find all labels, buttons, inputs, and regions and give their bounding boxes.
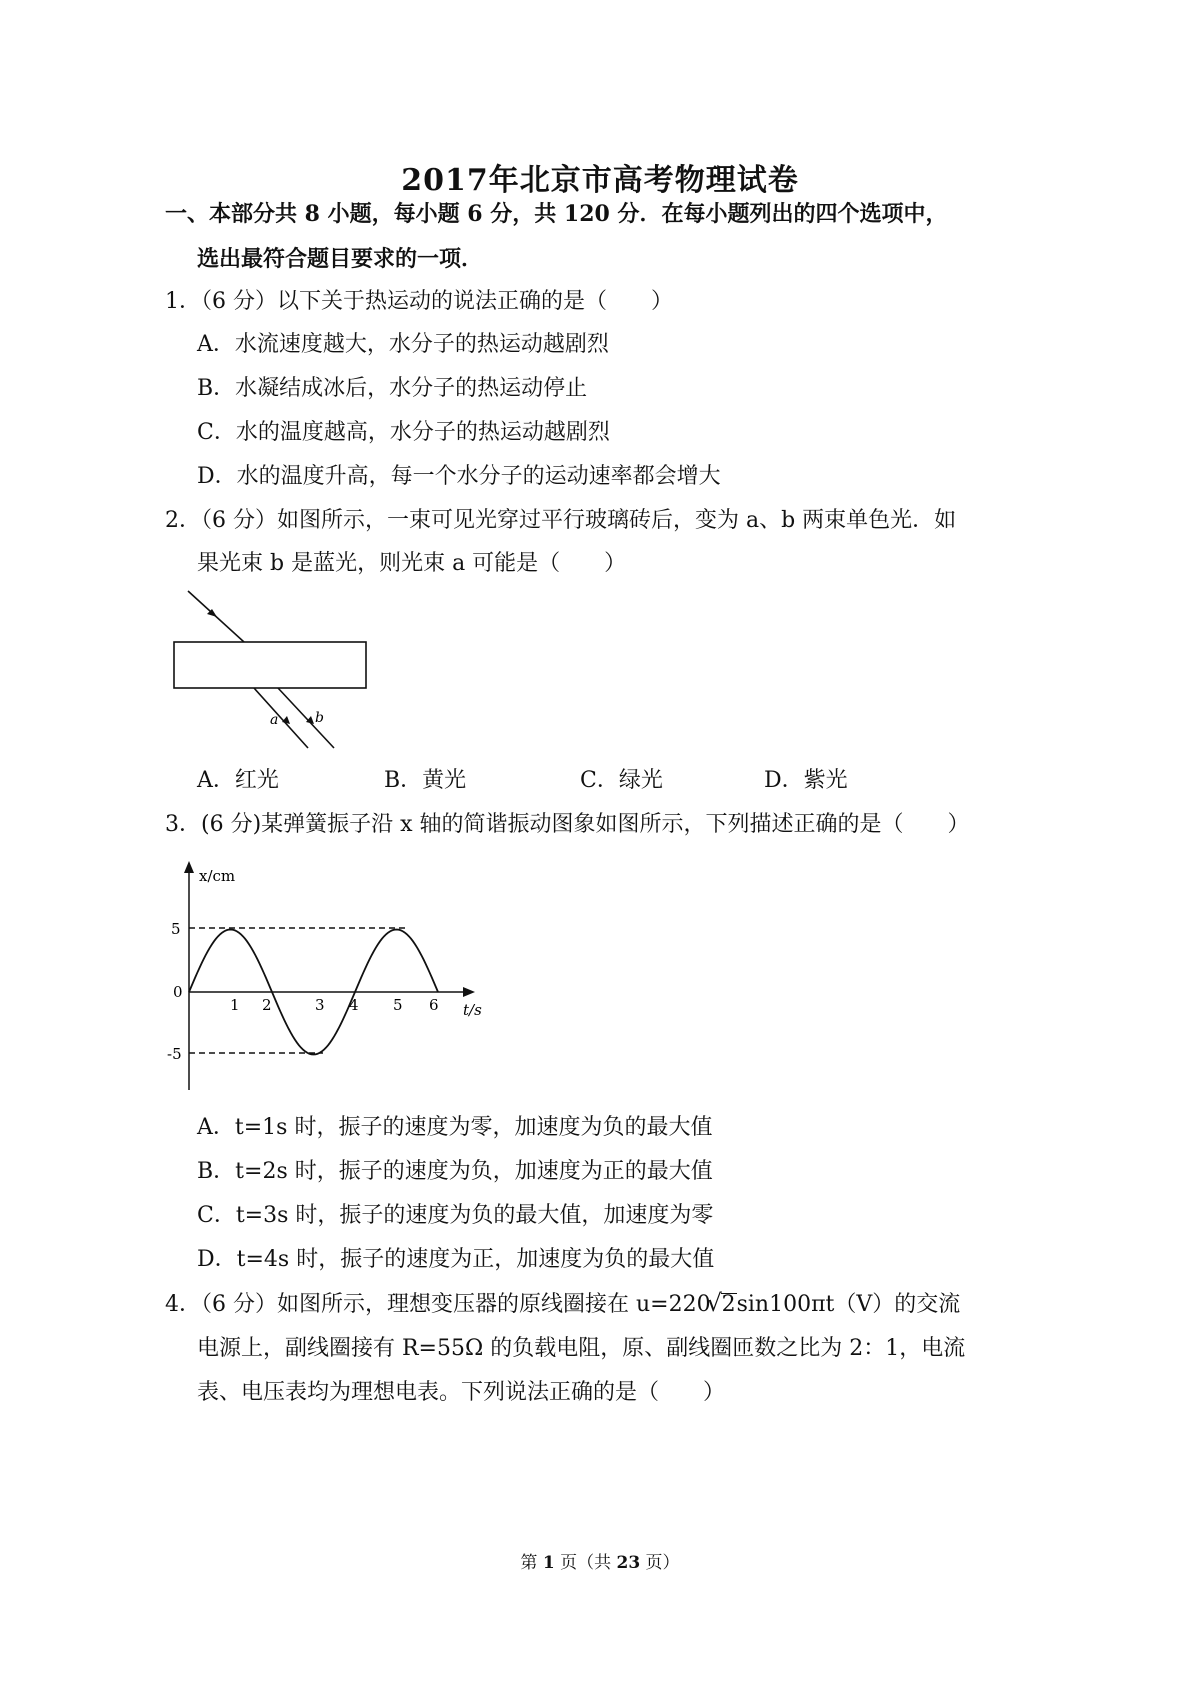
footer-total-pages: 23 (616, 1553, 641, 1573)
x-tick-5: 5 (393, 996, 403, 1014)
y-axis-label: x/cm (199, 867, 236, 885)
q3-option-d: D．t=4s 时，振子的速度为正，加速度为负的最大值 (197, 1247, 715, 1272)
section-heading-line2: 选出最符合题目要求的一项． (197, 246, 484, 272)
ray-a (254, 688, 308, 748)
y-axis-arrow (184, 861, 194, 873)
x-tick-4: 4 (349, 996, 359, 1014)
page-title: 2017年北京市高考物理试卷 (401, 163, 799, 198)
x-axis-label: t/s (463, 1001, 482, 1019)
page-footer (0, 1548, 1200, 1573)
glass-brick-figure (160, 585, 380, 760)
q4-stem-part2: sin100πt（V）的交流 (736, 1292, 961, 1317)
q1-stem: 1．（6 分）以下关于热运动的说法正确的是（ ） (165, 289, 673, 314)
sqrt-radicand: 2 (721, 1292, 736, 1317)
label-b: b (315, 710, 324, 726)
q1-option-b: B．水凝结成冰后，水分子的热运动停止 (197, 376, 588, 401)
section-heading-line1: 一、本部分共 8 小题，每小题 6 分，共 120 分．在每小题列出的四个选项中， (165, 201, 948, 227)
q1-option-d: D．水的温度升高，每一个水分子的运动速率都会增大 (197, 464, 721, 489)
x-axis-arrow (463, 987, 475, 997)
q2-option-a: A．红光 (197, 768, 279, 793)
q1-option-a: A．水流速度越大，水分子的热运动越剧烈 (197, 332, 609, 357)
q2-option-c: C．绿光 (580, 768, 663, 793)
q4-stem-line2: 电源上，副线圈接有 R=55Ω 的负载电阻，原、副线圈匝数之比为 2：1，电流 (197, 1336, 966, 1361)
q4-stem-line3: 表、电压表均为理想电表。下列说法正确的是（ ） (197, 1380, 726, 1405)
x-tick-1: 1 (230, 996, 240, 1014)
q1-option-c: C．水的温度越高，水分子的热运动越剧烈 (197, 420, 610, 445)
q2-stem-line2: 果光束 b 是蓝光，则光束 a 可能是（ ） (197, 551, 627, 576)
q2-stem-line1: 2．（6 分）如图所示，一束可见光穿过平行玻璃砖后，变为 a、b 两束单色光．如 (165, 508, 957, 533)
x-tick-2: 2 (262, 996, 272, 1014)
y-tick-neg5: -5 (167, 1045, 182, 1063)
y-tick-0: 0 (173, 983, 183, 1001)
q3-option-a: A．t=1s 时，振子的速度为零，加速度为负的最大值 (197, 1115, 713, 1140)
sqrt-symbol (711, 1290, 737, 1320)
label-a: a (270, 712, 279, 728)
q3-option-b: B．t=2s 时，振子的速度为负，加速度为正的最大值 (197, 1159, 713, 1184)
q3-option-c: C．t=3s 时，振子的速度为负的最大值，加速度为零 (197, 1203, 714, 1228)
q3-stem: 3．(6 分)某弹簧振子沿 x 轴的简谐振动图象如图所示，下列描述正确的是（ ） (165, 812, 970, 837)
glass-brick (174, 642, 366, 688)
y-tick-5: 5 (171, 920, 181, 938)
footer-suffix: 页） (640, 1553, 680, 1573)
q2-option-d: D．紫光 (764, 768, 848, 793)
footer-prefix: 第 (520, 1553, 543, 1573)
footer-page-number: 1 (542, 1553, 555, 1573)
x-tick-3: 3 (315, 996, 325, 1014)
q4-stem-line1 (165, 1290, 960, 1320)
q2-option-b: B．黄光 (384, 768, 467, 793)
shm-graph (165, 855, 495, 1095)
q4-stem-part1: 4．（6 分）如图所示，理想变压器的原线圈接在 u=220 (165, 1292, 711, 1317)
q2-options (197, 766, 848, 796)
footer-middle: 页（共 (554, 1553, 617, 1573)
x-tick-6: 6 (429, 996, 439, 1014)
